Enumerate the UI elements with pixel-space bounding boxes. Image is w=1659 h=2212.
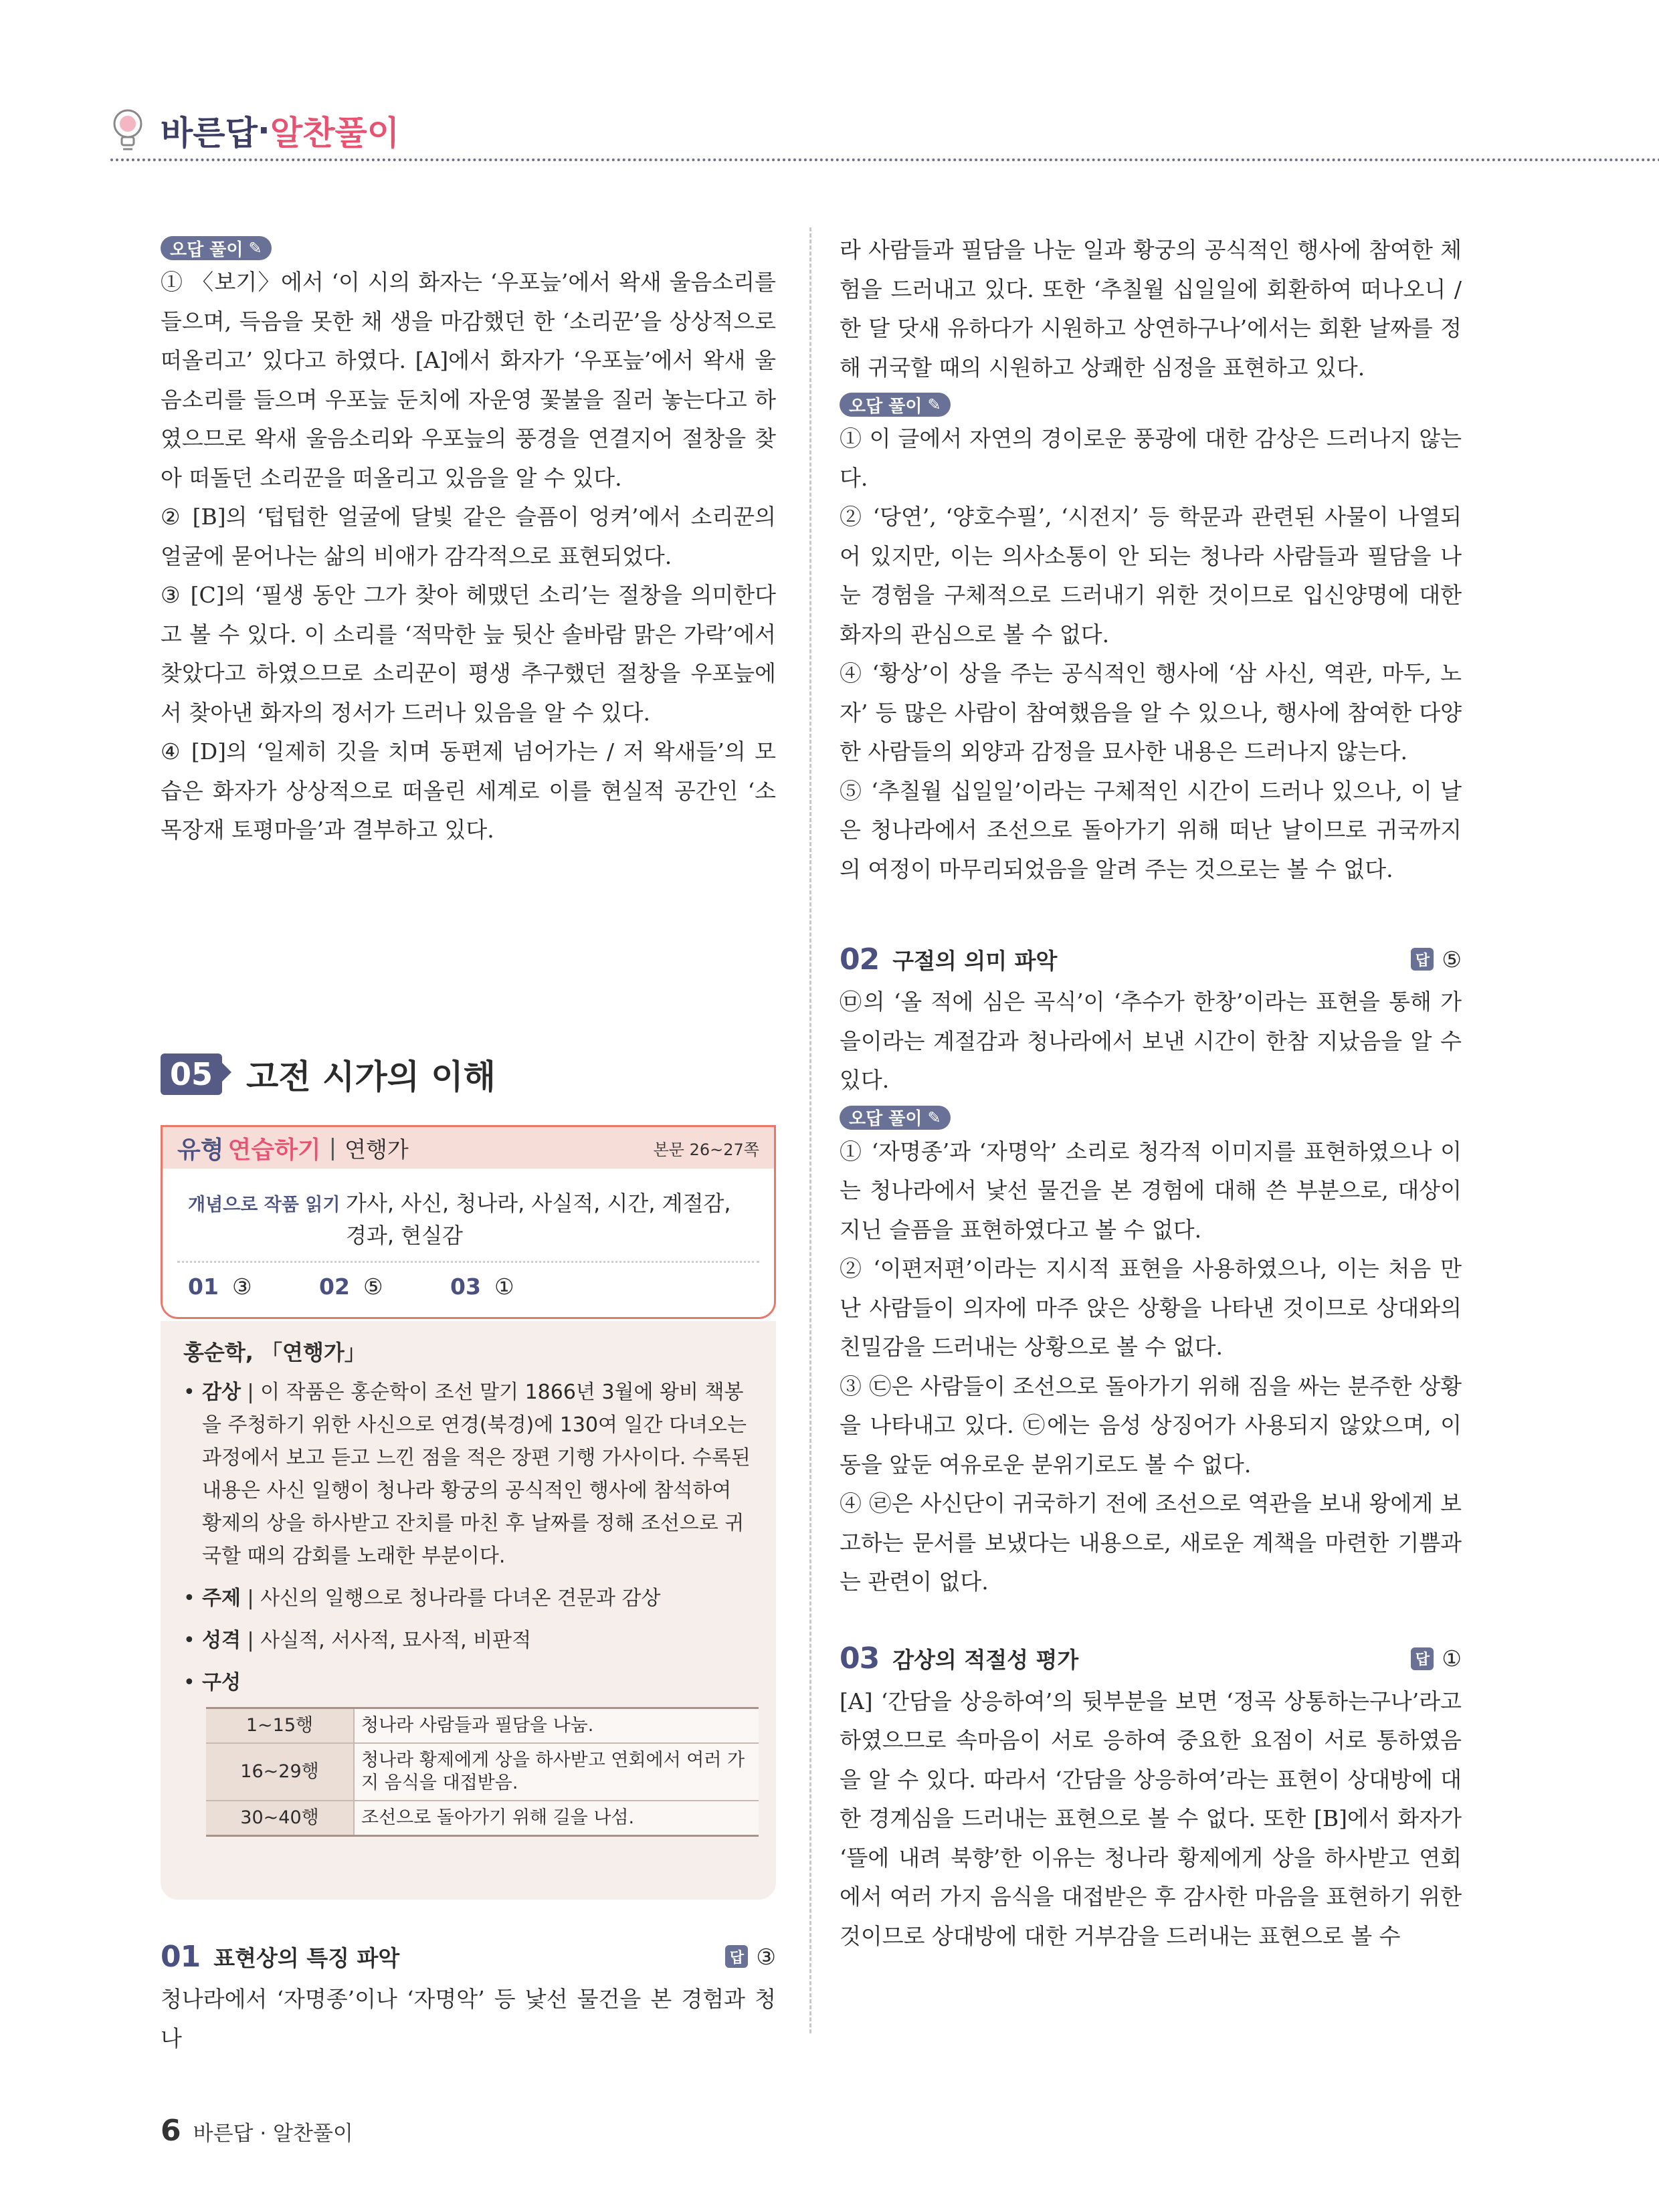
answer-value: ⑤ [1442, 946, 1462, 973]
concept-label: 개념으로 작품 읽기 [188, 1195, 340, 1215]
badge-label: 오답 풀이 [849, 396, 922, 417]
explanation-paragraph: ⑤ ‘추칠월 십일일’이라는 구체적인 시간이 드러나 있으나, 이 날은 청나라에서 조선으로 돌아가기 위해 떠난 날이므로 귀국까지의 여정이 마무리되었음을 알려 주는 것으로는 볼 수 없다. [840, 777, 1462, 882]
concept-value: 가사, 사신, 청나라, 사실적, 시간, 계절감, 경과, 현실감 [346, 1191, 731, 1248]
pencil-icon: ✎ [927, 1108, 941, 1127]
right-column [840, 231, 1462, 1956]
page-header [107, 104, 399, 157]
table-row [206, 1743, 759, 1801]
answer-row [163, 1263, 774, 1300]
question-title: 표현상의 특징 파악 [213, 1944, 400, 1971]
question-heading [840, 1635, 1462, 1682]
answer-icon: 답 [1411, 948, 1434, 971]
explanation-paragraph: ④ ‘황상’이 상을 주는 공식적인 행사에 ‘삼 사신, 역관, 마두, 노자’ 등 많은 사람이 참여했음을 알 수 있으나, 행사에 참여한 다양한 사람들의 외양과 감정을 묘사한 내용은 드러나지 않는다. [840, 660, 1462, 765]
explanation-paragraph: ④ [D]의 ‘일제히 깃을 치며 동편제 넘어가는 / 저 왁새들’의 모습은 화자가 상상적으로 떠올린 세계로 이를 현실적 공간인 ‘소목장재 토평마을’과 결부하고 있다. [161, 738, 776, 843]
answer-qnum: 03 [450, 1274, 481, 1300]
answer-icon: 답 [1411, 1647, 1434, 1670]
left-column [161, 231, 776, 850]
explanation-paragraph: ① 〈보기〉에서 ‘이 시의 화자는 ‘우포늪’에서 왁새 울음소리를 들으며, 득음을 못한 채 생을 마감했던 한 ‘소리꾼’을 상상적으로 떠올리고’ 있다고 하였다. [A]에서 화자가 ‘우포늪’에서 왁새 울음소리를 들으며 우포늪 둔치에 자운영 꽃불을 질러 놓는다고 하였으므로 왁새 울음소리와 우포늪의 풍경을 연결지어 절창을 찾아 떠돌던 소리꾼을 떠올리고 있음을 알 수 있다. [161, 269, 776, 491]
question-title: 구절의 의미 파악 [892, 947, 1058, 974]
structure-range: 1~15행 [206, 1708, 354, 1744]
summary-text: | 사신의 일행으로 청나라를 다녀온 견문과 감상 [240, 1587, 661, 1610]
summary-item [183, 1624, 753, 1657]
question-heading [840, 936, 1462, 983]
summary-item [183, 1376, 753, 1573]
practice-label-b: 연습하기 [227, 1136, 321, 1164]
practice-work: 연행가 [345, 1136, 409, 1163]
badge-label: 오답 풀이 [849, 1109, 922, 1129]
answer-value: ③ [756, 1943, 776, 1970]
lightbulb-icon [107, 106, 149, 155]
explanation-paragraph: ② ‘당연’, ‘양호수필’, ‘시전지’ 등 학문과 관련된 사물이 나열되어 있지만, 이는 의사소통이 안 되는 청나라 사람들과 필담을 나눈 경험을 구체적으로 드러내기 위한 것이므로 입신양명에 대한 화자의 관심으로 볼 수 없다. [840, 504, 1462, 647]
practice-box [161, 1125, 776, 1319]
question-01 [161, 1933, 776, 2058]
question-heading [161, 1933, 776, 1980]
question-title: 감상의 적절성 평가 [892, 1647, 1079, 1673]
question-answer [1411, 946, 1462, 973]
structure-desc: 조선으로 돌아가기 위해 길을 나섬. [354, 1801, 759, 1836]
section-number: 05 [161, 1053, 222, 1095]
summary-term: 주제 [202, 1587, 241, 1610]
wrong-answer-badge [840, 393, 951, 417]
concept-row [163, 1169, 774, 1251]
header-title-sep: · [257, 111, 270, 150]
badge-label: 오답 풀이 [170, 239, 243, 260]
answer-icon: 답 [725, 1945, 748, 1968]
summary-text: | 이 작품은 홍순학이 조선 말기 1866년 3월에 왕비 책봉을 주청하기 위한 사신으로 연경(북경)에 130여 일간 다녀오는 과정에서 보고 듣고 느낀 점을 적은 장편 기행 가사이다. 수록된 내용은 사신 일행이 청나라 황궁의 공식적인 행사에 참석하여 황제의 상을 하사받고 잔치를 마친 후 날짜를 정해 조선으로 귀국할 때의 감회를 노래한 부분이다. [202, 1381, 751, 1568]
pencil-icon: ✎ [927, 395, 941, 414]
page-footer [161, 2114, 353, 2148]
page-number: 6 [161, 2114, 181, 2148]
header-divider [110, 159, 1659, 161]
explanation-paragraph: ① 이 글에서 자연의 경이로운 풍광에 대한 감상은 드러나지 않는다. [840, 425, 1462, 491]
work-summary-box [161, 1321, 776, 1900]
section-heading [161, 1050, 496, 1098]
summary-term: 구성 [202, 1671, 241, 1694]
summary-item [183, 1666, 753, 1699]
practice-sep: | [328, 1134, 337, 1161]
question-answer [725, 1944, 776, 1970]
structure-range: 30~40행 [206, 1801, 354, 1836]
answer-value: ③ [231, 1274, 252, 1300]
header-title-b: 알찬풀이 [270, 114, 400, 153]
structure-range: 16~29행 [206, 1743, 354, 1801]
practice-header [163, 1127, 774, 1169]
question-number: 02 [840, 942, 880, 977]
answer-qnum: 01 [188, 1274, 219, 1300]
pencil-icon: ✎ [248, 239, 262, 258]
column-divider [809, 227, 811, 2033]
summary-text: | 사실적, 서사적, 묘사적, 비판적 [240, 1629, 532, 1652]
explanation-paragraph: ③ [C]의 ‘필생 동안 그가 찾아 헤맸던 소리’는 절창을 의미한다고 볼 수 있다. 이 소리를 ‘적막한 늪 뒷산 솔바람 맑은 가락’에서 찾았다고 하였으므로 소리꾼이 평생 추구했던 절창을 우포늪에서 찾아낸 화자의 정서가 드러나 있음을 알 수 있다. [161, 582, 776, 726]
bullet: • [183, 1381, 195, 1404]
answer-item [450, 1274, 581, 1300]
table-row [206, 1708, 759, 1744]
structure-desc: 청나라 사람들과 필담을 나눔. [354, 1708, 759, 1744]
explanation-paragraph: ② ‘이편저편’이라는 지시적 표현을 사용하였으나, 이는 처음 만난 사람들이 의자에 마주 앉은 상황을 나타낸 것이므로 상대와의 친밀감을 드러내는 상황으로 볼 수 없다. [840, 1255, 1462, 1360]
question-number: 01 [161, 1939, 201, 1974]
answer-value: ① [494, 1274, 514, 1300]
practice-label-a: 유형 [177, 1136, 224, 1164]
bullet: • [183, 1629, 195, 1652]
question-answer [1411, 1645, 1462, 1672]
footer-text: 바른답 · 알찬풀이 [193, 2122, 353, 2146]
practice-pages: 본문 26~27쪽 [653, 1140, 759, 1159]
section-title: 고전 시가의 이해 [246, 1058, 496, 1096]
answer-value: ⑤ [363, 1274, 383, 1300]
question-explanation: ㉤의 ‘올 적에 심은 곡식’이 ‘추수가 한창’이라는 표현을 통해 가을이라는 계절감과 청나라에서 보낸 시간이 한참 지났음을 알 수 있다. [840, 989, 1462, 1093]
explanation-paragraph: ③ ㉢은 사람들이 조선으로 돌아가기 위해 짐을 싸는 분주한 상황을 나타내고 있다. ㉢에는 음성 상징어가 사용되지 않았으며, 이동을 앞둔 여유로운 분위기로도 볼 수 없다. [840, 1373, 1462, 1478]
answer-item [188, 1274, 319, 1300]
question-explanation: [A] ‘간담을 상응하여’의 뒷부분을 보면 ‘정곡 상통하는구나’라고 하였으므로 속마음이 서로 응하여 중요한 요점이 서로 통하였음을 알 수 있다. 따라서 ‘간담을 상응하여’라는 표현이 상대방에 대한 경계심을 드러내는 표현으로 볼 수 없다. 또한 [B]에서 화자가 ‘뜰에 내려 북향’한 이유는 청나라 황제에게 상을 하사받고 연회에서 여러 가지 음식을 대접받은 후 감사한 마음을 표현하기 위한 것이므로 상대방에 대한 거부감을 드러내는 표현으로 볼 수 [840, 1688, 1462, 1949]
explanation-paragraph: ④ ㉣은 사신단이 귀국하기 전에 조선으로 역관을 보내 왕에게 보고하는 문서를 보냈다는 내용으로, 새로운 계책을 마련한 기쁨과는 관련이 없다. [840, 1490, 1462, 1595]
summary-term: 감상 [202, 1381, 241, 1404]
summary-item [183, 1582, 753, 1615]
bullet: • [183, 1671, 195, 1694]
work-title: 홍순학, 「연행가」 [183, 1340, 366, 1365]
answer-qnum: 02 [319, 1274, 350, 1300]
header-title-a: 바른답 [161, 114, 258, 153]
question-explanation: 청나라에서 ‘자명종’이나 ‘자명악’ 등 낯선 물건을 본 경험과 청나 [161, 1986, 776, 2051]
answer-value: ① [1442, 1645, 1462, 1672]
question-number: 03 [840, 1641, 880, 1676]
answer-item [319, 1274, 450, 1300]
structure-table [206, 1707, 759, 1837]
explanation-paragraph: 라 사람들과 필담을 나눈 일과 황궁의 공식적인 행사에 참여한 체험을 드러내고 있다. 또한 ‘추칠월 십일일에 회환하여 떠나오니 / 한 달 닷새 유하다가 시원하고 상연하구나’에서는 회환 날짜를 정해 귀국할 때의 시원하고 상쾌한 심정을 표현하고 있다. [840, 237, 1462, 381]
summary-term: 성격 [202, 1629, 241, 1652]
structure-desc: 청나라 황제에게 상을 하사받고 연회에서 여러 가지 음식을 대접받음. [354, 1743, 759, 1801]
explanation-paragraph: ① ‘자명종’과 ‘자명악’ 소리로 청각적 이미지를 표현하였으나 이는 청나라에서 낯선 물건을 본 경험에 대해 쓴 부분으로, 대상이 지닌 슬픔을 표현하였다고 볼 수 없다. [840, 1138, 1462, 1243]
table-row [206, 1801, 759, 1836]
wrong-answer-badge [840, 1106, 951, 1130]
explanation-paragraph: ② [B]의 ‘텁텁한 얼굴에 달빛 같은 슬픔이 엉켜’에서 소리꾼의 얼굴에 묻어나는 삶의 비애가 감각적으로 표현되었다. [161, 504, 776, 569]
wrong-answer-badge [161, 236, 272, 260]
bullet: • [183, 1587, 195, 1610]
